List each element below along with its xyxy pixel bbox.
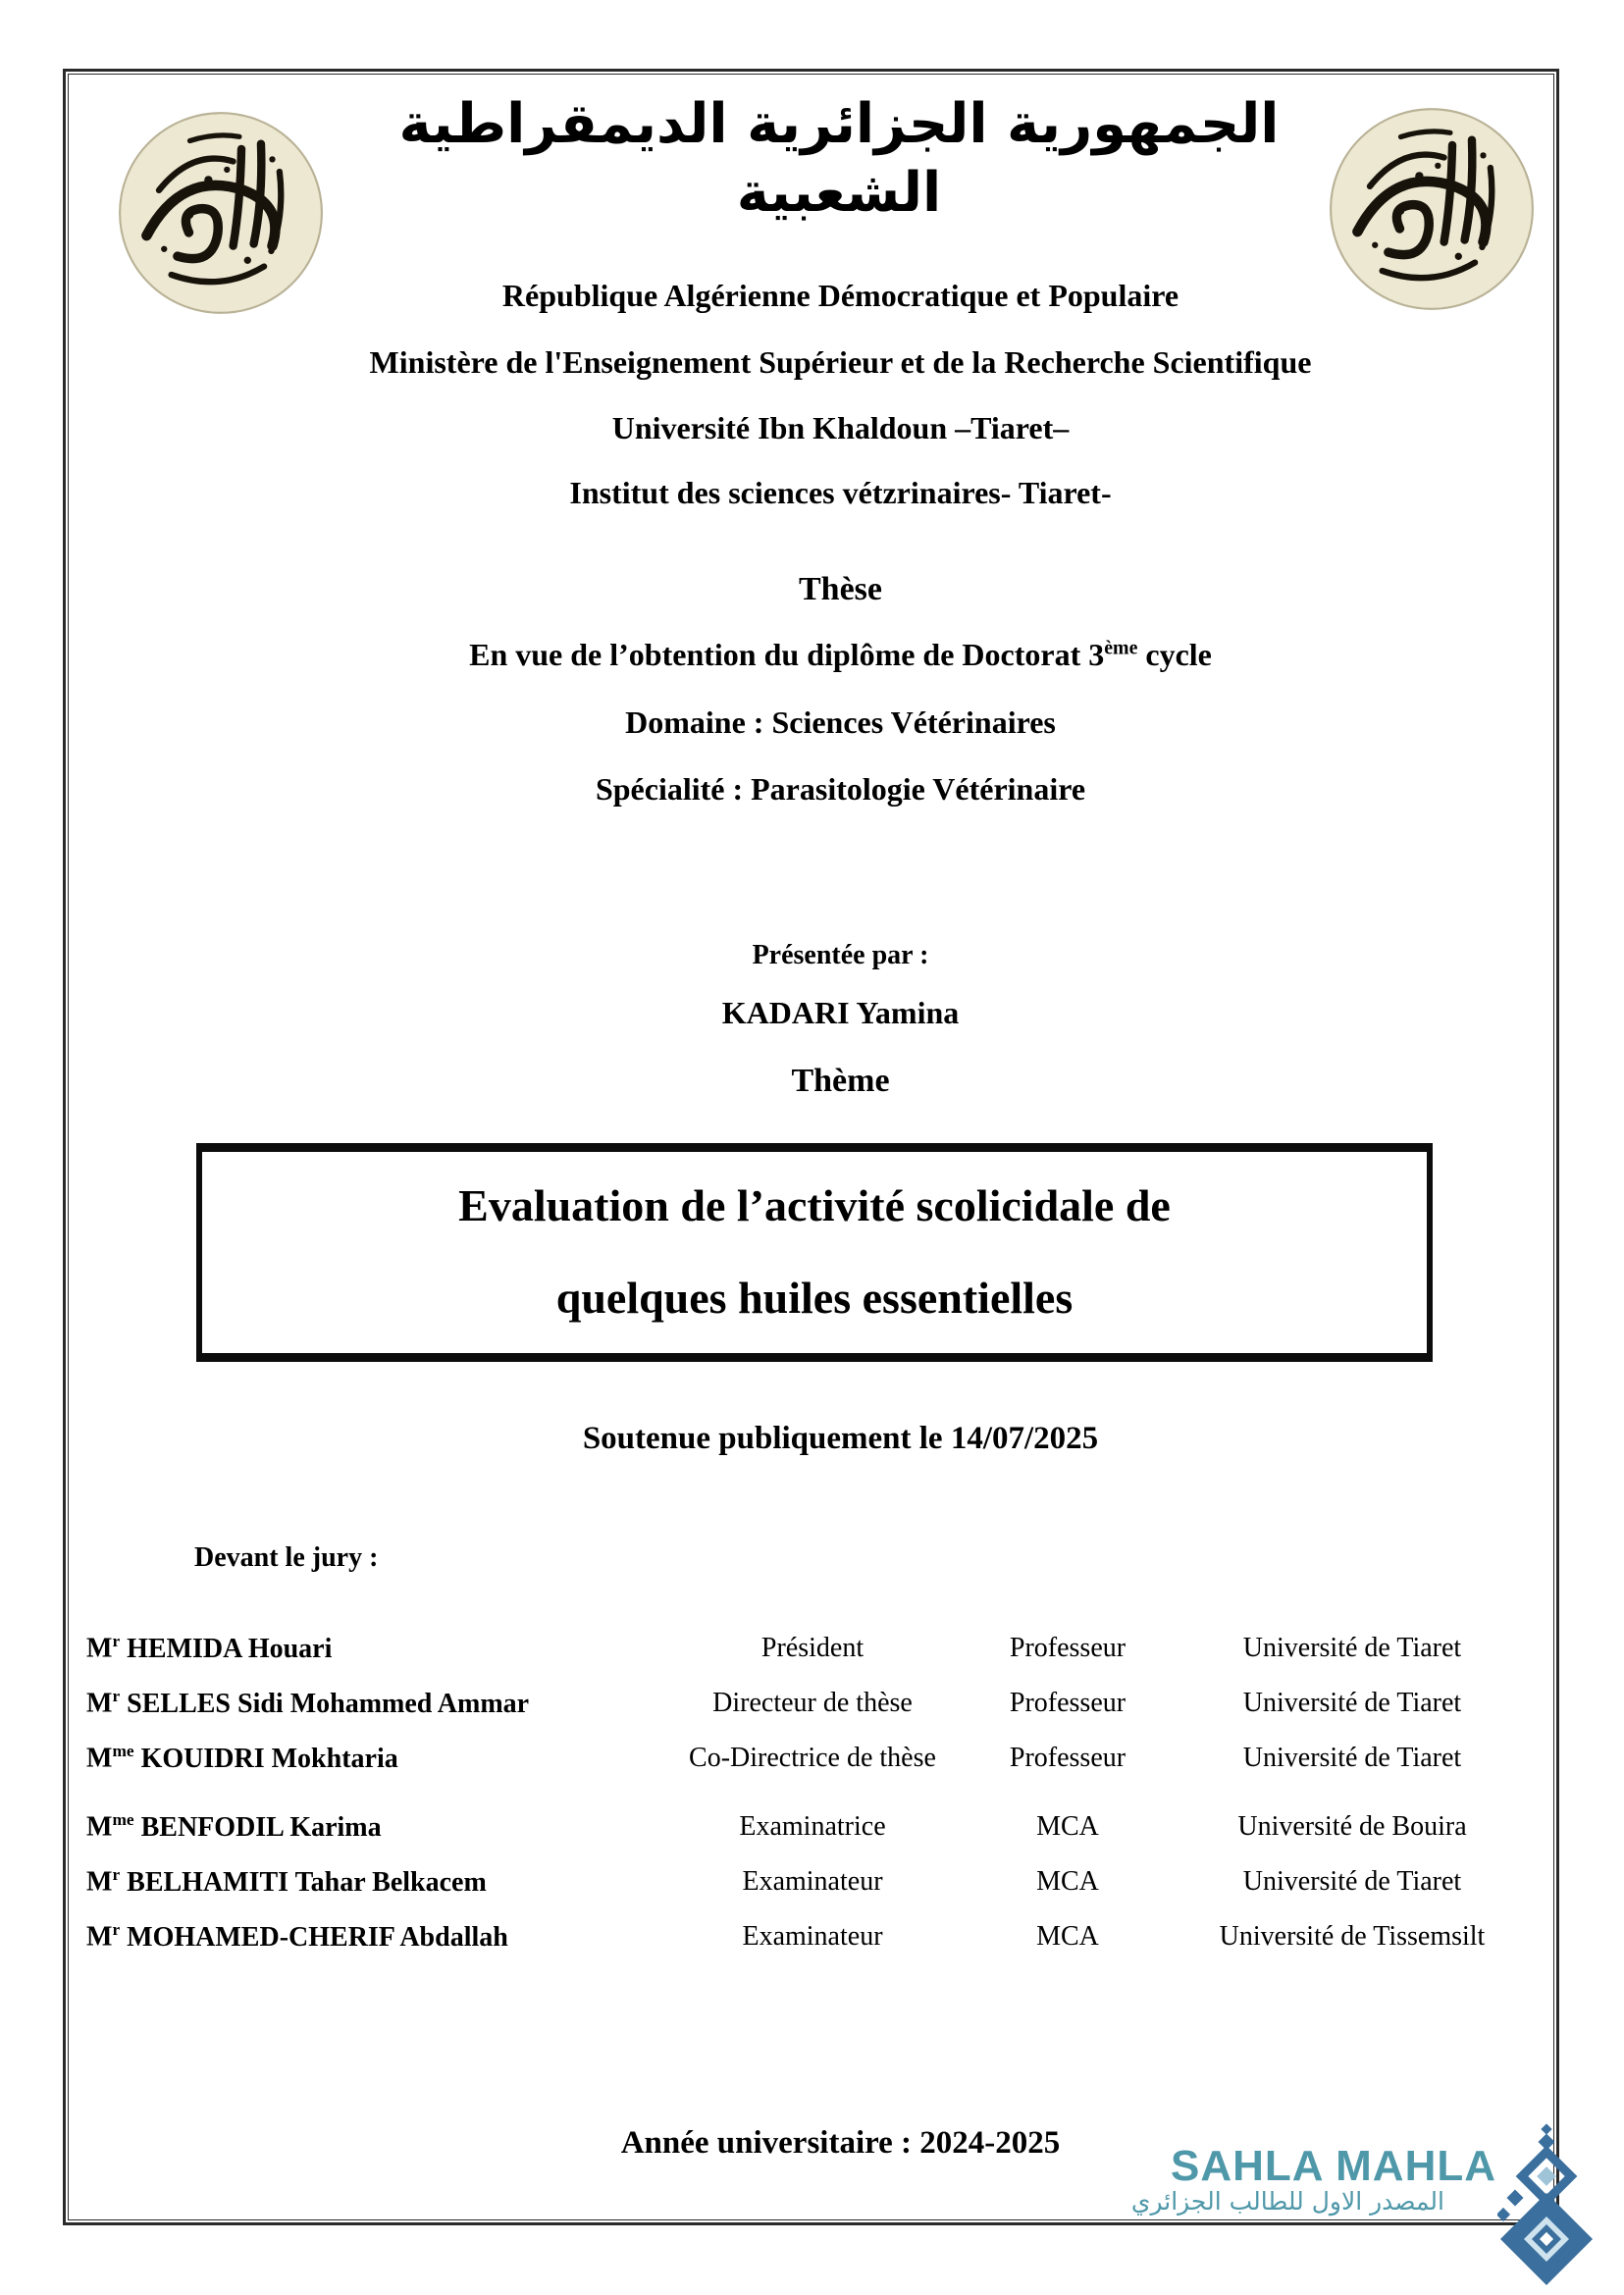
line-these-label: Thèse — [799, 571, 882, 607]
line-soutenance-date: Soutenue publiquement le 14/07/2025 — [582, 1421, 1099, 1456]
jury-member-grade: MCA — [1036, 1811, 1099, 1842]
line-diplome — [122, 637, 1559, 673]
member-title: M — [86, 1633, 113, 1664]
jury-member-role: Directeur de thèse — [712, 1688, 913, 1718]
line-theme-label: Thème — [791, 1063, 890, 1099]
member-title-sup: r — [112, 1687, 121, 1706]
member-title-sup: me — [112, 1810, 134, 1830]
jury-member-name — [86, 1632, 655, 1664]
jury-row — [86, 1621, 1539, 1676]
jury-member-grade: Professeur — [1009, 1688, 1126, 1718]
line-universite: Université Ibn Khaldoun –Tiaret– — [611, 410, 1070, 445]
jury-member-role: Président — [760, 1633, 864, 1663]
jury-member-grade: Professeur — [1009, 1633, 1126, 1663]
jury-member-university: Université de Tiaret — [1242, 1688, 1462, 1718]
arabic-republic-title: الجمهورية الجزائرية الديمقراطية الشعبية — [398, 92, 1280, 225]
line-republique: République Algérienne Démocratique et Populaire — [501, 278, 1179, 313]
line-ministere: Ministère de l'Enseignement Supérieur et de la Recherche Scientifique — [369, 344, 1312, 380]
sahla-mahla-logo-icon — [1497, 2123, 1596, 2285]
jury-member-name — [86, 1810, 655, 1843]
jury-member-role: Co-Directrice de thèse — [689, 1743, 936, 1773]
member-title-sup: r — [112, 1920, 121, 1940]
jury-table — [86, 1621, 1539, 1964]
jury-row — [86, 1676, 1539, 1731]
member-title-sup: r — [112, 1865, 121, 1885]
jury-member-university: Université de Bouira — [1237, 1811, 1467, 1842]
member-title: M — [86, 1743, 113, 1774]
member-name-text: BELHAMITI Tahar Belkacem — [127, 1866, 487, 1898]
jury-member-grade: MCA — [1036, 1866, 1099, 1897]
line-institut: Institut des sciences vétzrinaires- Tiaret- — [569, 475, 1112, 510]
theme-title-line1: Evaluation de l’activité scolicidale de — [458, 1180, 1171, 1230]
theme-title-box — [196, 1143, 1433, 1362]
line-domaine: Domaine : Sciences Vétérinaires — [625, 704, 1056, 740]
line-specialite: Spécialité : Parasitologie Vétérinaire — [595, 771, 1086, 807]
diplome-text-prefix: En vue de l’obtention du diplôme de Doctorat 3 — [469, 637, 1105, 672]
sahla-mahla-tagline-arabic: المصدر الاول للطالب الجزائري — [1130, 2187, 1444, 2216]
sahla-mahla-brand-text: SAHLA MAHLA — [1171, 2142, 1496, 2190]
member-name-text: KOUIDRI Mokhtaria — [140, 1743, 398, 1774]
jury-member-name — [86, 1687, 655, 1719]
jury-member-name — [86, 1742, 655, 1774]
jury-row — [86, 1799, 1539, 1854]
jury-row — [86, 1854, 1539, 1909]
line-annee-universitaire: Année universitaire : 2024-2025 — [620, 2125, 1061, 2161]
member-title: M — [86, 1921, 113, 1953]
member-name-text: MOHAMED-CHERIF Abdallah — [127, 1921, 508, 1953]
jury-member-university: Université de Tiaret — [1242, 1743, 1462, 1773]
jury-member-university: Université de Tiaret — [1242, 1866, 1462, 1897]
member-title: M — [86, 1688, 113, 1719]
jury-member-role: Examinateur — [742, 1866, 883, 1897]
jury-section-label: Devant le jury : — [194, 1542, 379, 1573]
jury-member-university: Université de Tiaret — [1242, 1633, 1462, 1663]
member-name-text: SELLES Sidi Mohammed Ammar — [127, 1688, 530, 1719]
member-title: M — [86, 1811, 113, 1843]
member-title-sup: me — [112, 1742, 134, 1761]
diplome-sup: ème — [1104, 637, 1138, 659]
jury-member-grade: Professeur — [1009, 1743, 1126, 1773]
jury-member-grade: MCA — [1036, 1921, 1099, 1952]
line-presentee-par: Présentée par : — [752, 940, 929, 970]
jury-member-role: Examinatrice — [739, 1811, 886, 1842]
jury-member-university: Université de Tissemsilt — [1219, 1921, 1486, 1952]
geometric-ornament-icon — [1497, 2123, 1596, 2285]
theme-title-line2: quelques huiles essentielles — [555, 1273, 1074, 1323]
member-title: M — [86, 1866, 113, 1898]
diplome-text-suffix: cycle — [1137, 637, 1212, 672]
jury-row — [86, 1731, 1539, 1786]
jury-row — [86, 1909, 1539, 1964]
member-name-text: HEMIDA Houari — [127, 1633, 333, 1664]
line-author-name: KADARI Yamina — [721, 995, 960, 1030]
jury-member-name — [86, 1865, 655, 1898]
jury-member-role: Examinateur — [742, 1921, 883, 1952]
member-title-sup: r — [112, 1632, 121, 1651]
member-name-text: BENFODIL Karima — [140, 1811, 382, 1843]
jury-member-name — [86, 1920, 655, 1953]
